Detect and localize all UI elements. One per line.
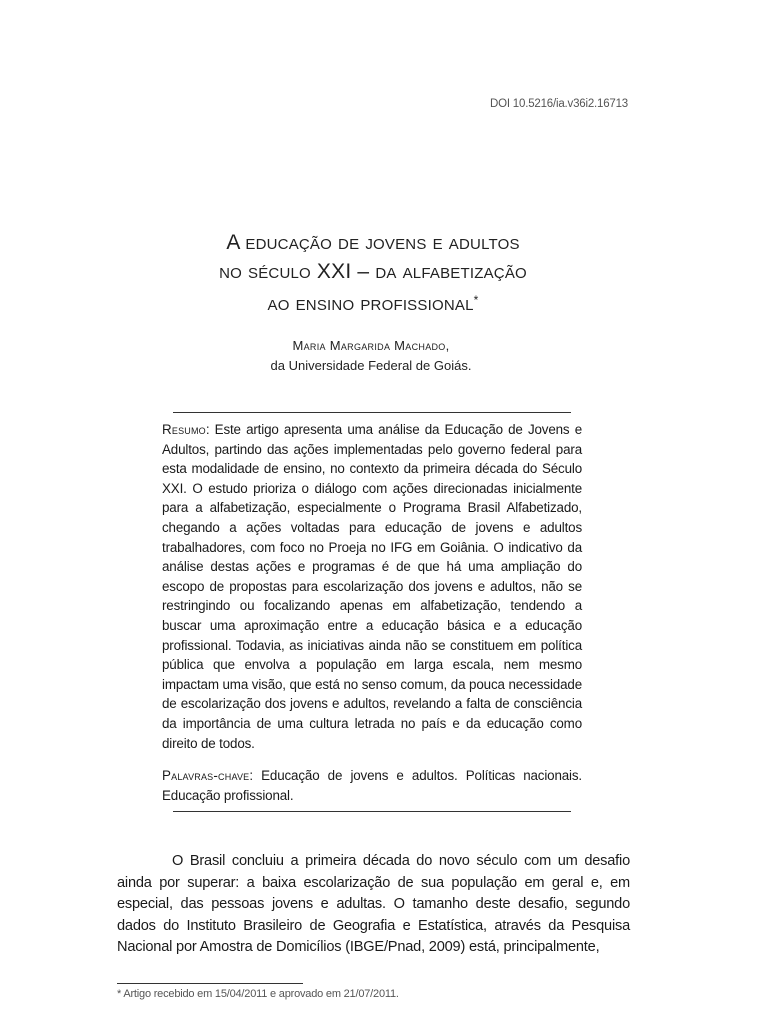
- author-affiliation: da Universidade Federal de Goiás.: [270, 358, 472, 373]
- title-line-2: no século XXI – da alfabetização: [219, 260, 527, 283]
- body-paragraph: O Brasil concluiu a primeira década do novo século com um desafio ainda por superar: a baixa escolarização de sua população em geral e, em especial, das pessoas jovens e adultas. O tamanho deste desafio, segundo dados do Instituto Brasileiro de Geografia e Estatística, através da Pesquisa Nacional por Amostra de Domicílios (IBGE/Pnad, 2009) está, principalmente,: [117, 853, 630, 956]
- keywords: [162, 766, 582, 805]
- keywords-label: Palavras-chave: [162, 768, 250, 783]
- title-line-1: A educação de jovens e adultos: [226, 231, 520, 254]
- abstract-top-rule: [173, 412, 571, 413]
- title-line-3-text: ao ensino profissional: [267, 292, 474, 315]
- footnote-rule: [117, 983, 303, 984]
- author-block: [0, 336, 742, 376]
- abstract: [162, 420, 582, 753]
- author-name: Maria Margarida Machado,: [292, 338, 450, 353]
- title-footnote-marker: *: [473, 293, 479, 307]
- article-title: [0, 228, 746, 318]
- doi-identifier: DOI 10.5216/ia.v36i2.16713: [489, 98, 628, 110]
- footnote: * Artigo recebido em 15/04/2011 e aprovado em 21/07/2011.: [117, 988, 399, 1000]
- keywords-text: : Educação de jovens e adultos. Políticas nacionais. Educação profissional.: [162, 768, 582, 803]
- abstract-bottom-rule: [173, 811, 571, 812]
- body-text: [117, 851, 630, 959]
- title-line-3: [0, 286, 746, 318]
- abstract-label: Resumo: [162, 422, 206, 437]
- abstract-text: : Este artigo apresenta uma análise da Educação de Jovens e Adultos, partindo das ações implementadas pelo governo federal para esta modalidade de ensino, no contexto da primeira década do Século XXI. O estudo prioriza o diálogo com ações direcionadas inicialmente para a alfabetização, especialmente o Programa Brasil Alfabetizado, chegando a ações voltadas para educação de jovens e adultos trabalhadores, com foco no Proeja no IFG em Goiânia. O indicativo da análise destas ações e programas é de que há uma ampliação do escopo de propostas para escolarização dos jovens e adultos, não se restringindo ou focalizando apenas em alfabetização, tendendo a buscar uma aproximação entre a educação básica e a educação profissional. Todavia, as iniciativas ainda não se constituem em política pública que envolva a população em larga escala, nem mesmo impactam uma visão, que está no senso comum, da pouca necessidade de escolarização dos jovens e adultos, revelando a falta de consciência da importância de uma cultura letrada no país e da educação como direito de todos.: [162, 422, 582, 751]
